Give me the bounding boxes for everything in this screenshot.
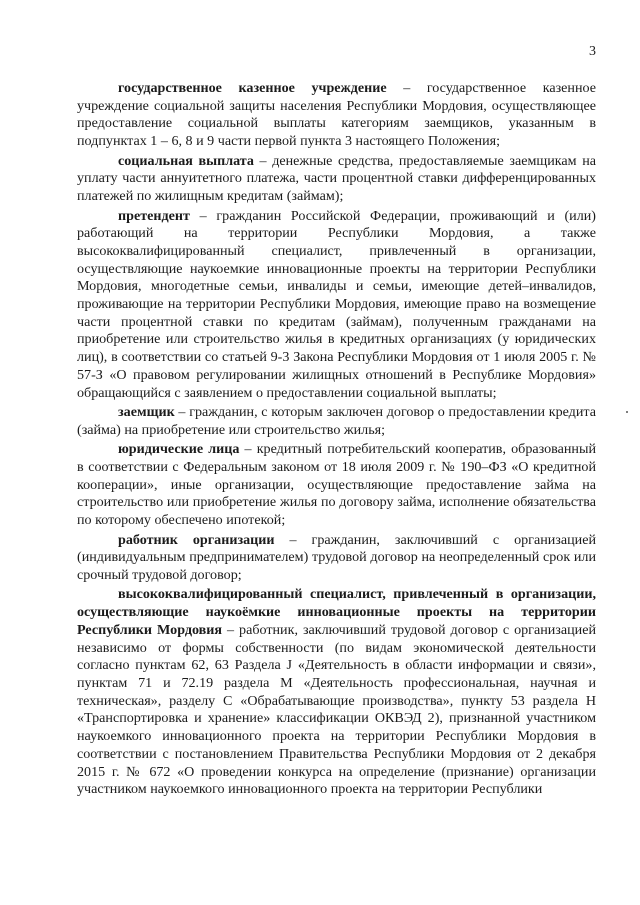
definition-text: – работник, заключивший трудовой договор с организацией независимо от формы собственности (по видам экономической деятельности согласно пунктам 62, 63 Раздела J «Деятельность в области информации и связи», пунктам 71 и 72.19 раздела M «Деятельность профессиональная, научная и техническая», разделу C «Обрабатывающие производства», пункту 53 раздела H «Транспортировка и хранение» классификации ОКВЭД 2), признанной участником наукоемкого инновационного проекта на территории Республики Мордовия в соответствии с постановлением Правительства Республики Мордовия от 2 декабря 2015 г. № 672 «О проведении конкурса на определение (признание) организации участником наукоемкого инновационного проекта на территории Республики — [77, 621, 596, 798]
definition-paragraph — [77, 441, 596, 530]
definition-text: – кредитный потребительский кооператив, образованный в соответствии с Федеральным законом от 18 июля 2009 г. № 190–ФЗ «О кредитной кооперации», иные организации, осуществляющие предоставление займа на строительство или приобретение жилья по договору займа, исполнение обязательства по которому обеспечено ипотекой; — [77, 441, 596, 529]
definition-paragraph — [77, 404, 596, 439]
defined-term: государственное казенное учреждение — [118, 80, 387, 96]
definition-text: – гражданин Российской Федерации, проживающий и (или) работающий на территории Республики Мордовия, а также высококвалифицированный специалист, привлеченный в организации, осуществляющие наукоемкие инновационные проекты на территории Республики Мордовия, многодетные семьи, инвалиды и семьи, имеющие детей–инвалидов, проживающие на территории Республики Мордовия, имеющие право на возмещение части процентной ставки по кредитам (займам), полученным гражданами на приобретение или строительство жилья в кредитных организациях (у юридических лиц), в соответствии со статьей 9-3 Закона Республики Мордовия от 1 июля 2005 г. № 57-З «О правовом регулировании жилищных отношений в Республике Мордовия» обращающийся с заявлением о предоставлении социальной выплаты; — [77, 207, 596, 401]
definition-paragraph — [77, 532, 596, 585]
definition-text: – государственное казенное учреждение социальной защиты населения Республики Мордовия, осуществляющее предоставление социальной выплаты категориям заемщиков, указанным в подпунктах 1 – 6, 8 и 9 части первой пункта 3 настоящего Положения; — [77, 80, 596, 150]
definition-paragraph — [77, 586, 596, 798]
definition-paragraph — [77, 80, 596, 151]
definition-text: – гражданин, с которым заключен договор о предоставлении кредита (займа) на приобретение или строительство жилья; — [77, 404, 596, 438]
defined-term: высококвалифицированный специалист, привлеченный в организации, осуществляющие наукоёмкие инновационные проекты на территории Республики Мордовия — [77, 586, 596, 638]
defined-term: юридические лица — [118, 441, 240, 458]
document-body — [77, 80, 596, 799]
page-number: 3 — [589, 44, 596, 59]
definition-paragraph — [77, 208, 596, 403]
defined-term: работник организации — [118, 531, 275, 548]
definition-text: – гражданин, заключивший с организацией (индивидуальным предпринимателем) трудовой договор на неопределенный срок или срочный трудовой договор; — [77, 531, 597, 583]
defined-term: заемщик — [118, 404, 175, 421]
defined-term: социальная выплата — [118, 152, 254, 169]
scan-speck — [626, 411, 628, 413]
defined-term: претендент — [118, 207, 190, 224]
definition-paragraph — [77, 153, 596, 206]
definition-text: – денежные средства, предоставляемые заемщикам на уплату части аннуитетного платежа, части процентной ставки дифференцированных платежей по жилищным кредитам (займам); — [77, 152, 596, 205]
